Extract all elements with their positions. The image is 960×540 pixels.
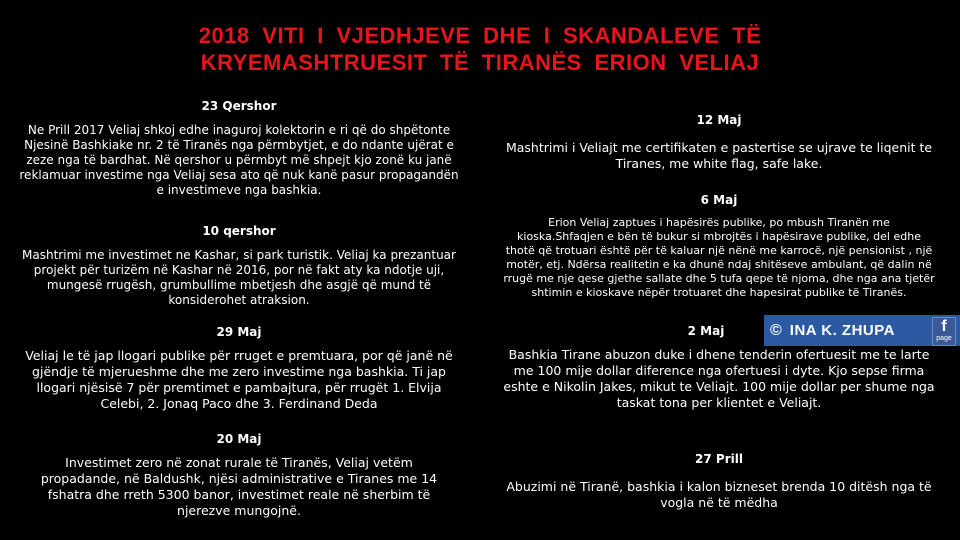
- title-line-2: KRYEMASHTRUESIT TË TIRANËS ERION VELIAJ: [200, 50, 760, 75]
- facebook-letter: f: [941, 318, 947, 335]
- entry-date: 27 Prill: [695, 452, 743, 466]
- entry-date: 23 Qershor: [201, 99, 277, 113]
- title-line-1: 2018 VITI I VJEDHJEVE DHE I SKANDALEVE TË: [198, 23, 762, 48]
- entry-text: Erion Veliaj zaptues i hapësirës publike, po mbush Tiranën me kioska.Shfaqjen e bën të bukur si mbrojtës i hapësirave publike, del edhe thotë që trotuari është për të kaluar një nënë me karrocë, një pensionist , një motër, etj. Ndërsa realitetin e ka dhunë ndaj shitëseve ambulant, që dalin në rrugë me nje qese gjethe sallate dhe 5 tufa qepe të njoma, dhe nga ana tjetër shtimin e kioskave nëpër trotuaret dhe hapesirat publike të Tiranës.: [503, 216, 935, 299]
- entry-27-prill: [478, 451, 960, 511]
- entry-6-maj: [478, 192, 960, 300]
- author-name: INA K. ZHUPA: [789, 322, 895, 339]
- facebook-page-label: page: [936, 335, 952, 342]
- entry-date: 29 Maj: [216, 325, 262, 339]
- entry-text: Mashtrimi me investimet ne Kashar, si park turistik. Veliaj ka prezantuar projekt për turizëm në Kashar në 2016, por në fakt aty ka ndotje uji, mungesë rrugësh, grumbullime mbetjesh dhe asgjë që mund të konsiderohet atraksion.: [22, 248, 456, 307]
- entry-text: Abuzimi në Tiranë, bashkia i kalon bizneset brenda 10 ditësh nga të vogla në të mëdha: [506, 479, 932, 510]
- entry-10-qershor: [0, 223, 478, 308]
- entry-date: 2 Maj: [687, 324, 725, 338]
- entry-date: 12 Maj: [696, 113, 742, 127]
- entry-23-qershor: [0, 98, 478, 198]
- entry-date: 10 qershor: [202, 224, 276, 238]
- entry-date: 6 Maj: [700, 193, 738, 207]
- entry-20-maj: [0, 431, 478, 519]
- entry-12-maj: [478, 112, 960, 172]
- entry-date: 20 Maj: [216, 432, 262, 446]
- entry-text: Bashkia Tirane abuzon duke i dhene tenderin ofertuesit me te larte me 100 mije dollar diference nga ofertuesi i dyte. Kjo sepse firma eshte e Nikolin Jakes, mikut te Veliajt. 100 mije dollar per shume nga taskat tona per klientet e Veliajt.: [503, 347, 935, 410]
- entry-text: Investimet zero në zonat rurale të Tiranës, Veliaj vetëm propadande, në Baldushk, njësi administrative e Tiranes me 14 fshatra dhe rreth 5300 banor, investimet reale në sherbim të njerezve mungojnë.: [40, 455, 438, 518]
- entry-text: Mashtrimi i Veliajt me certifikaten e pastertise se ujrave te liqenit te Tiranes, me white flag, safe lake.: [505, 140, 933, 171]
- entry-29-maj: [0, 324, 478, 412]
- page-title: [0, 22, 960, 76]
- entry-text: Ne Prill 2017 Veliaj shkoj edhe inaguroj kolektorin e ri që do shpëtonte Njesinë Bashkiake nr. 2 të Tiranës nga përmbytjet, e do ndante ujërat e zeze nga të bardhat. Në qershor u përmbyt më shpejt kjo zonë ku janë reklamuar investime nga Veliaj sesa ato që nuk kanë pasur propagandën e investimeve nga bashkia.: [19, 123, 459, 197]
- entry-text: Veliaj le të jap llogari publike për rruget e premtuara, por që janë në gjëndje të mjerueshme dhe me zero investime nga bashkia. Ti jap llogari njësisë 7 për premtimet e pambajtura, për rrugët 1. Elvija Celebi, 2. Jonaq Paco dhe 3. Ferdinand Deda: [25, 348, 453, 411]
- copyright-icon: ©: [770, 321, 782, 339]
- author-watermark: [764, 315, 960, 346]
- facebook-page-icon: [932, 317, 956, 346]
